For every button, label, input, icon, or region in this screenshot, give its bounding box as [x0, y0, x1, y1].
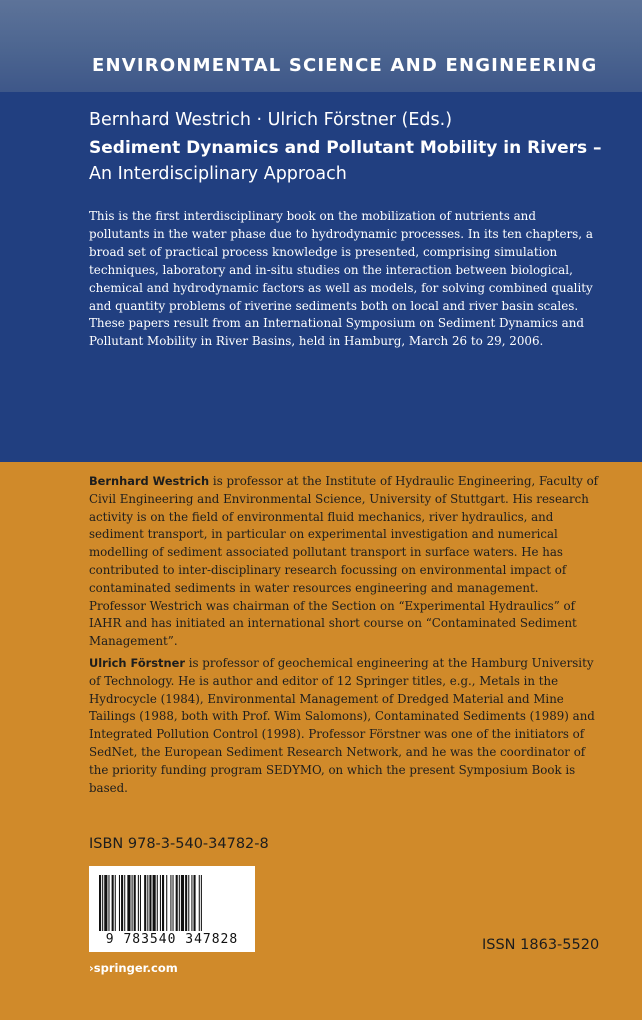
barcode-bar: [185, 875, 187, 931]
barcode-bar: [157, 875, 158, 931]
barcode-bar: [127, 875, 130, 931]
barcode-bar: [176, 875, 178, 931]
barcode-bars-icon: [97, 875, 247, 931]
book-subtitle: An Interdisciplinary Approach: [89, 164, 347, 184]
barcode-bar: [115, 875, 116, 931]
author-bio-forstner: [89, 655, 599, 797]
barcode-bar: [138, 875, 139, 931]
book-authors: Bernhard Westrich · Ulrich Förstner (Eds.): [89, 110, 453, 130]
barcode-bar: [194, 875, 196, 931]
barcode-bar: [201, 875, 202, 931]
barcode-bar: [144, 875, 146, 931]
barcode-bar: [149, 875, 151, 931]
barcode-bar: [112, 875, 114, 931]
author-name: Ulrich Förstner: [89, 656, 185, 670]
barcode-bar: [102, 875, 103, 931]
barcode-bar: [173, 875, 174, 931]
barcode-bar: [104, 875, 107, 931]
barcode-bar: [162, 875, 164, 931]
barcode-bar: [134, 875, 136, 931]
book-title: Sediment Dynamics and Pollutant Mobility in Rivers –: [89, 138, 602, 158]
barcode-bar: [153, 875, 156, 931]
barcode-bar: [191, 875, 192, 931]
book-description: [89, 208, 599, 351]
barcode-bar: [170, 875, 171, 931]
series-band: [0, 0, 642, 92]
barcode-bar: [147, 875, 148, 931]
author-bio-text: is professor at the Institute of Hydraulic Engineering, Faculty of Civil Engineering and Environmental Science, University of Stuttgart. His research activity is on the field of environmental fluid mechanics, river hydraulics, and sediment transport, in particular on experimental investigation and numerical modelling of sediment associated pollutant transport in surface waters. He has contributed to inter-disciplinary research focussing on environmental impact of contaminated sediments in water resources engineering and management. Professor Westrich was chairman of the Section on “Experimental Hydraulics” of IAHR and has initiated an international short course on “Contaminated Sediment Management”.: [89, 474, 599, 649]
barcode-bar: [121, 875, 123, 931]
barcode-bar: [132, 875, 133, 931]
barcode-bar: [181, 875, 184, 931]
barcode-bar: [179, 875, 180, 931]
barcode-bar: [140, 875, 141, 931]
barcode-bar: [124, 875, 125, 931]
isbn-label: ISBN 978-3-540-34782-8: [89, 836, 269, 852]
description-paragraph-1: This is the first interdisciplinary book on the mobilization of nutrients and pollutants in the water phase due to hydrodynamic processes. In its ten chapters, a broad set of practical process knowledge is presented, comprising simulation techniques, laboratory and in-situ studies on the interaction between biological, chemical and hydrodynamic factors as well as models, for solving combined quality and quantity problems of riverine sediments both on local and river basin scales.: [89, 209, 593, 313]
author-bio-text: is professor of geochemical engineering at the Hamburg University of Technology. He is author and editor of 12 Springer titles, e.g., Metals in the Hydrocycle (1984), Environmental Management of Dredged Material and Mine Tailings (1988, both with Prof. Wim Salomons), Contaminated Sediments (1989) and Integrated Pollution Control (1998). Professor Förstner was one of the initiators of SedNet, the European Sediment Research Network, and he was the coordinator of the priority funding program SEDYMO, on which the present Symposium Book is based.: [89, 656, 595, 795]
publisher-website: ›springer.com: [89, 961, 178, 975]
barcode-bar: [108, 875, 109, 931]
barcode-bar: [160, 875, 161, 931]
series-title: ENVIRONMENTAL SCIENCE AND ENGINEERING: [92, 55, 598, 76]
author-name: Bernhard Westrich: [89, 474, 210, 488]
barcode-bar: [166, 875, 167, 931]
barcode: [89, 866, 255, 952]
barcode-bar: [119, 875, 120, 931]
barcode-number: 9 783540 347828: [105, 932, 239, 947]
top-panel: [0, 0, 642, 462]
barcode-bar: [188, 875, 189, 931]
description-paragraph-2: These papers result from an International Symposium on Sediment Dynamics and Pollutant Mobility in River Basins, held in Hamburg, March 26 to 29, 2006.: [89, 316, 585, 349]
author-bio-westrich: [89, 473, 599, 651]
issn-label: ISSN 1863-5520: [482, 937, 600, 953]
barcode-bar: [99, 875, 101, 931]
barcode-bar: [199, 875, 200, 931]
